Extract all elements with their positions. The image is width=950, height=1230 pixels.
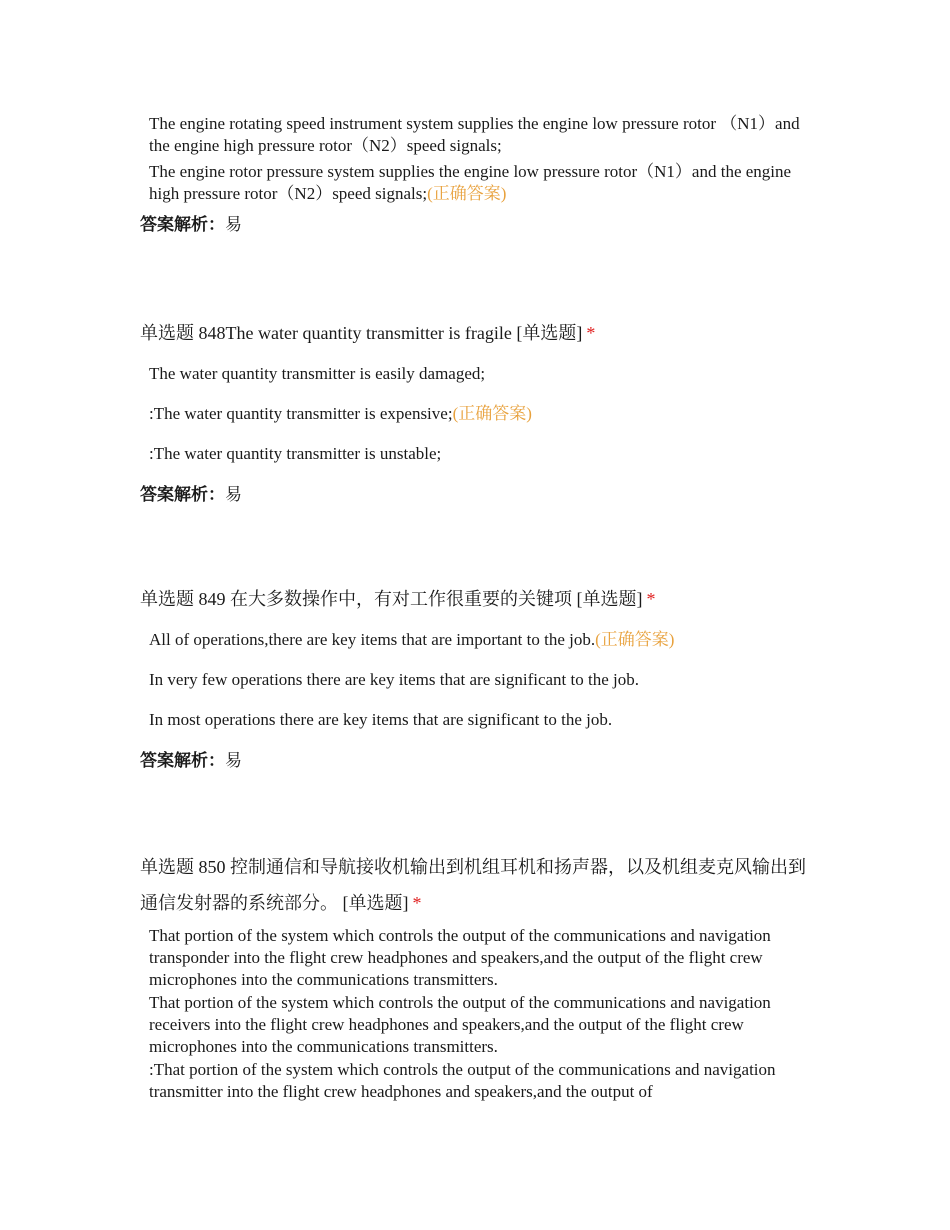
option-a[interactable]: The engine rotating speed instrument system supplies the engine low pressure rotor （N1）and the engine high pressure rotor（N2）speed signals; <box>149 114 800 155</box>
analysis-label: 答案解析： <box>140 215 225 235</box>
analysis-label: 答案解析： <box>140 751 225 771</box>
option-b[interactable]: In very few operations there are key items that are significant to the job. <box>149 670 639 689</box>
option-c[interactable]: :The water quantity transmitter is unstable; <box>149 444 442 463</box>
option-a[interactable]: The water quantity transmitter is easily damaged; <box>149 364 486 383</box>
analysis-label: 答案解析： <box>140 485 225 505</box>
correct-answer-marker: (正确答案) <box>452 404 532 423</box>
analysis-value: 易 <box>225 215 242 235</box>
question-title: 单选题 849 在大多数操作中，有对工作很重要的关键项 [单选题] * <box>140 589 656 609</box>
question-title: 单选题 848The water quantity transmitter is fragile [单选题] * <box>140 323 596 343</box>
question-848 <box>140 317 810 507</box>
analysis-value: 易 <box>225 485 242 505</box>
answer-analysis <box>140 213 810 237</box>
answer-analysis <box>140 749 810 773</box>
option-c[interactable]: In most operations there are key items that are significant to the job. <box>149 710 613 729</box>
option-b[interactable]: That portion of the system which controls the output of the communications and navigation receivers into the flight crew headphones and speakers,and the output of the flight crew microphones into the communications transmitters. <box>149 993 771 1056</box>
required-marker: * <box>586 323 596 343</box>
analysis-value: 易 <box>225 751 242 771</box>
correct-answer-marker: (正确答案) <box>427 184 507 203</box>
question-title: 单选题 850 控制通信和导航接收机输出到机组耳机和扬声器，以及机组麦克风输出到通信发射器的系统部分。 [单选题] * <box>140 857 806 913</box>
answer-analysis <box>140 483 810 507</box>
option-a[interactable]: All of operations,there are key items that are important to the job.(正确答案) <box>149 630 675 649</box>
question-849 <box>140 583 810 773</box>
option-b[interactable]: :The water quantity transmitter is expensive;(正确答案) <box>149 404 532 423</box>
option-a[interactable]: That portion of the system which controls the output of the communications and navigation transponder into the flight crew headphones and speakers,and the output of the flight crew microphones into the communications transmitters. <box>149 926 771 989</box>
option-c[interactable]: :That portion of the system which controls the output of the communications and navigation transmitter into the flight crew headphones and speakers,and the output of <box>149 1060 776 1101</box>
required-marker: * <box>412 893 422 913</box>
required-marker: * <box>646 589 656 609</box>
option-b[interactable]: The engine rotor pressure system supplies the engine low pressure rotor（N1）and the engine high pressure rotor（N2）speed signals;(正确答案) <box>149 162 792 203</box>
question-847 <box>140 113 810 237</box>
correct-answer-marker: (正确答案) <box>595 630 675 649</box>
question-850 <box>140 849 810 1103</box>
